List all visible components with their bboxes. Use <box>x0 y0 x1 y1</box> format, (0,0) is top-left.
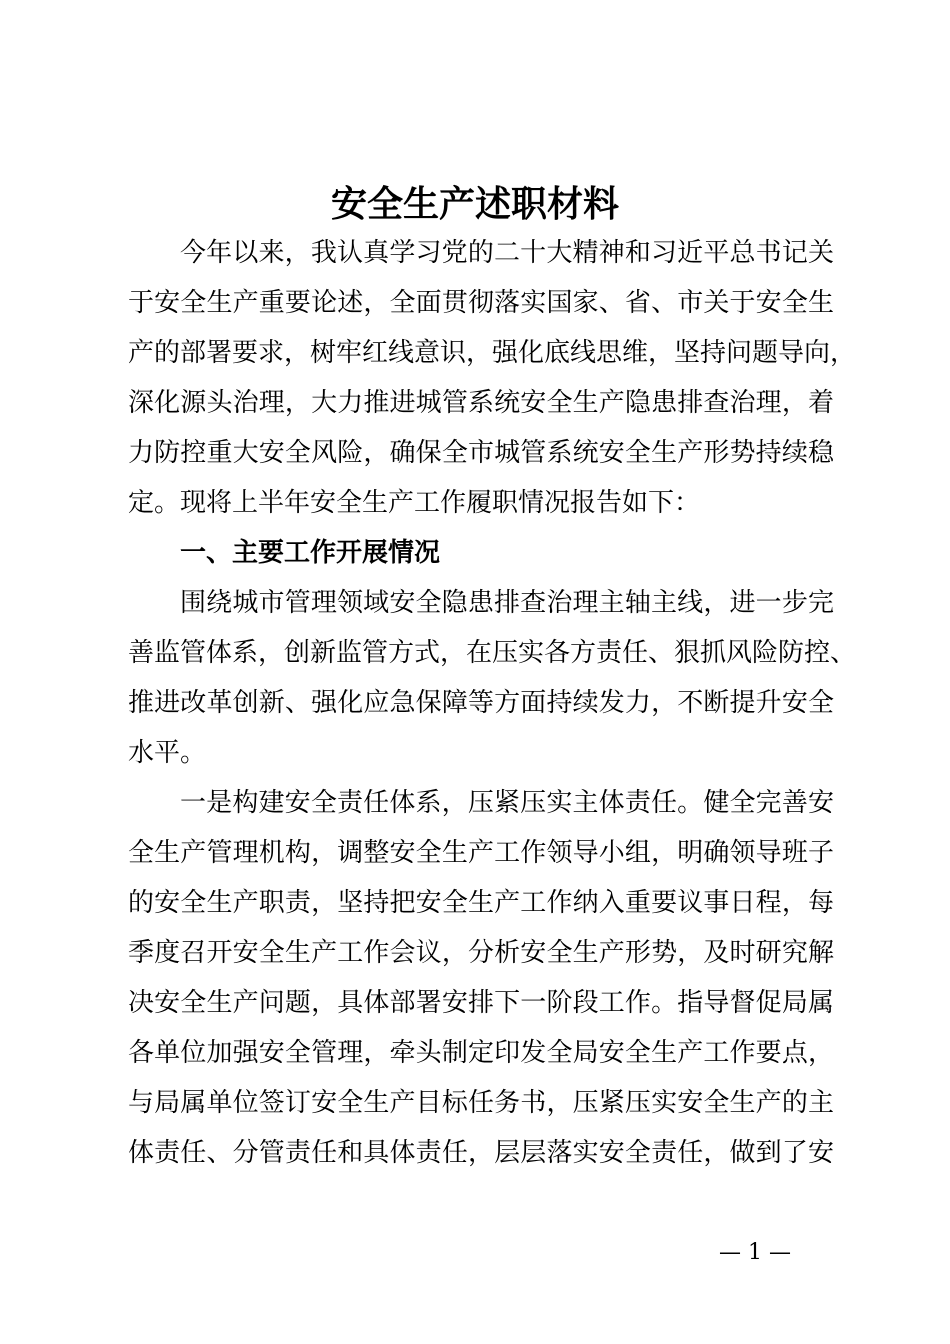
body-line: 一是构建安全责任体系，压紧压实主体责任。健全完善安 <box>180 788 834 818</box>
body-line: 的安全生产职责，坚持把安全生产工作纳入重要议事日程，每 <box>128 888 834 918</box>
body-line: 推进改革创新、强化应急保障等方面持续发力，不断提升安全 <box>128 688 834 718</box>
body-line: 今年以来，我认真学习党的二十大精神和习近平总书记关 <box>180 238 834 268</box>
body-line: 力防控重大安全风险，确保全市城管系统安全生产形势持续稳 <box>128 438 834 468</box>
page-number: — 1 — <box>719 1240 791 1265</box>
body-line: 体责任、分管责任和具体责任，层层落实安全责任，做到了安 <box>128 1138 834 1168</box>
body-line: 水平。 <box>128 738 207 768</box>
body-line: 产的部署要求，树牢红线意识，强化底线思维，坚持问题导向， <box>128 338 857 368</box>
body-line: 定。现将上半年安全生产工作履职情况报告如下： <box>128 488 701 518</box>
body-line: 决安全生产问题，具体部署安排下一阶段工作。指导督促局属 <box>128 988 834 1018</box>
body-line: 季度召开安全生产工作会议，分析安全生产形势，及时研究解 <box>128 938 834 968</box>
body-line: 围绕城市管理领域安全隐患排查治理主轴主线，进一步完 <box>180 588 834 618</box>
body-line: 与局属单位签订安全生产目标任务书，压紧压实安全生产的主 <box>128 1088 834 1118</box>
body-line: 全生产管理机构，调整安全生产工作领导小组，明确领导班子 <box>128 838 834 868</box>
body-line: 深化源头治理，大力推进城管系统安全生产隐患排查治理，着 <box>128 388 834 418</box>
section-heading: 一、主要工作开展情况 <box>180 538 441 568</box>
document-title: 安全生产述职材料 <box>330 184 619 225</box>
body-line: 善监管体系，创新监管方式，在压实各方责任、狠抓风险防控、 <box>128 638 857 668</box>
body-line: 各单位加强安全管理，牵头制定印发全局安全生产工作要点， <box>128 1038 834 1068</box>
body-line: 于安全生产重要论述，全面贯彻落实国家、省、市关于安全生 <box>128 288 834 318</box>
